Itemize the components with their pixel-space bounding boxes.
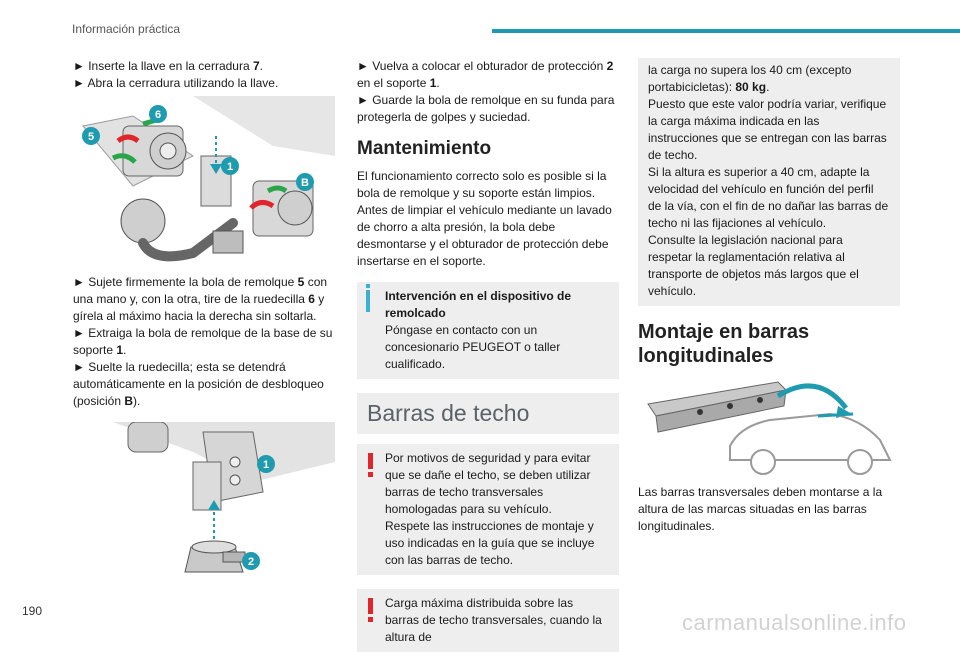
protection-cap-illustration — [73, 422, 335, 590]
warning-box-max-load — [357, 589, 619, 652]
svg-text:1: 1 — [226, 161, 234, 173]
callout-6 — [149, 105, 167, 123]
svg-text:B: B — [301, 177, 309, 189]
step-store-tow-ball: ► Guarde la bola de remolque en su funda para protegerla de golpes y suciedad. — [357, 93, 615, 124]
tow-ball-removal-illustration — [73, 96, 335, 266]
callout-b — [296, 173, 314, 191]
max-load-speed-text: Si la altura es superior a 40 cm, adapte la velocidad del vehículo en función del perfil de la vía, con el fin de no dañar las barras de techo ni las fijaciones al vehículo. — [648, 165, 889, 230]
info-box-towing — [357, 282, 619, 379]
max-load-verify-text: Puesto que este valor podría variar, verifique la carga máxima indicada en las instrucciones que se entregan con las barras de techo. — [648, 97, 887, 162]
svg-text:6: 6 — [154, 109, 162, 121]
header-accent-bar — [492, 29, 960, 33]
info-icon — [366, 290, 370, 312]
watermark: carmanualsonline.info — [682, 610, 907, 635]
callout-5 — [82, 127, 100, 145]
page-number: 190 — [22, 604, 43, 618]
column-1 — [73, 58, 335, 598]
header-section-title: Información práctica — [72, 22, 181, 36]
callout-2 — [242, 552, 260, 570]
step-release-wheel: ► Suelte la ruedecilla; esta se detendrá automáticamente en la posición de desbloqueo (posición B). — [73, 360, 324, 408]
column-2 — [357, 58, 619, 652]
maintenance-text: El funcionamiento correcto solo es posible si la bola de remolque y su soporte están limpios. Antes de limpiar el vehículo mediante un lavado de chorro a alta presión, la bola debe desmontarse y el obturador de protección debe insertarse en el soporte. — [357, 169, 612, 268]
mounting-heading: Montaje en barras longitudinales — [638, 321, 810, 367]
step-replace-cap: ► Vuelva a colocar el obturador de protección 2 en el soporte 1. — [357, 59, 614, 90]
callout-1 — [221, 157, 239, 175]
callout-1 — [257, 455, 275, 473]
warning-text-2: Respete las instrucciones de montaje y uso indicadas en la guía que se incluye con las barras de techo. — [385, 519, 595, 567]
svg-text:1: 1 — [262, 459, 270, 471]
warning-icon — [368, 453, 373, 469]
maintenance-heading: Mantenimiento — [357, 138, 492, 159]
step-extract-tow-ball: ► Extraiga la bola de remolque de la base de su soporte 1. — [73, 326, 333, 357]
column-3 — [638, 58, 900, 535]
svg-text:5: 5 — [87, 131, 95, 143]
max-load-box-continued — [638, 58, 900, 306]
info-box-text: Póngase en contacto con un concesionario PEUGEOT o taller cualificado. — [385, 323, 561, 371]
max-load-legislation-text: Consulte la legislación nacional para respetar la reglamentación relativa al transporte de objetos más largos que el vehículo. — [648, 233, 859, 298]
roof-bars-section-title: Barras de techo — [357, 393, 619, 434]
warning-icon — [368, 598, 373, 614]
roof-bar-mounting-illustration — [638, 376, 900, 476]
step-insert-key: ► Inserte la llave en la cerradura 7. — [73, 59, 263, 73]
warning-text-1: Por motivos de seguridad y para evitar que se dañe el techo, se deben utilizar barras de techo transversales homologadas para su vehículo. — [385, 451, 591, 516]
step-hold-tow-ball: ► Sujete firmemente la bola de remolque 5 con una mano y, con la otra, tire de la ruedecilla 6 y gírela al máximo hacia la derecha sin soltarla. — [73, 275, 328, 323]
info-box-title: Intervención en el dispositivo de remolcado — [385, 289, 572, 320]
mounting-text: Las barras transversales deben montarse a la altura de las marcas situadas en las barras longitudinales. — [638, 485, 883, 533]
svg-text:2: 2 — [247, 556, 255, 568]
warning-box-roof-bars — [357, 444, 619, 575]
warning-load-text: Carga máxima distribuida sobre las barras de techo transversales, cuando la altura de — [385, 596, 602, 644]
step-open-lock: ► Abra la cerradura utilizando la llave. — [73, 76, 279, 90]
max-load-value-text: la carga no supera los 40 cm (excepto portabicicletas): 80 kg. — [648, 63, 852, 94]
